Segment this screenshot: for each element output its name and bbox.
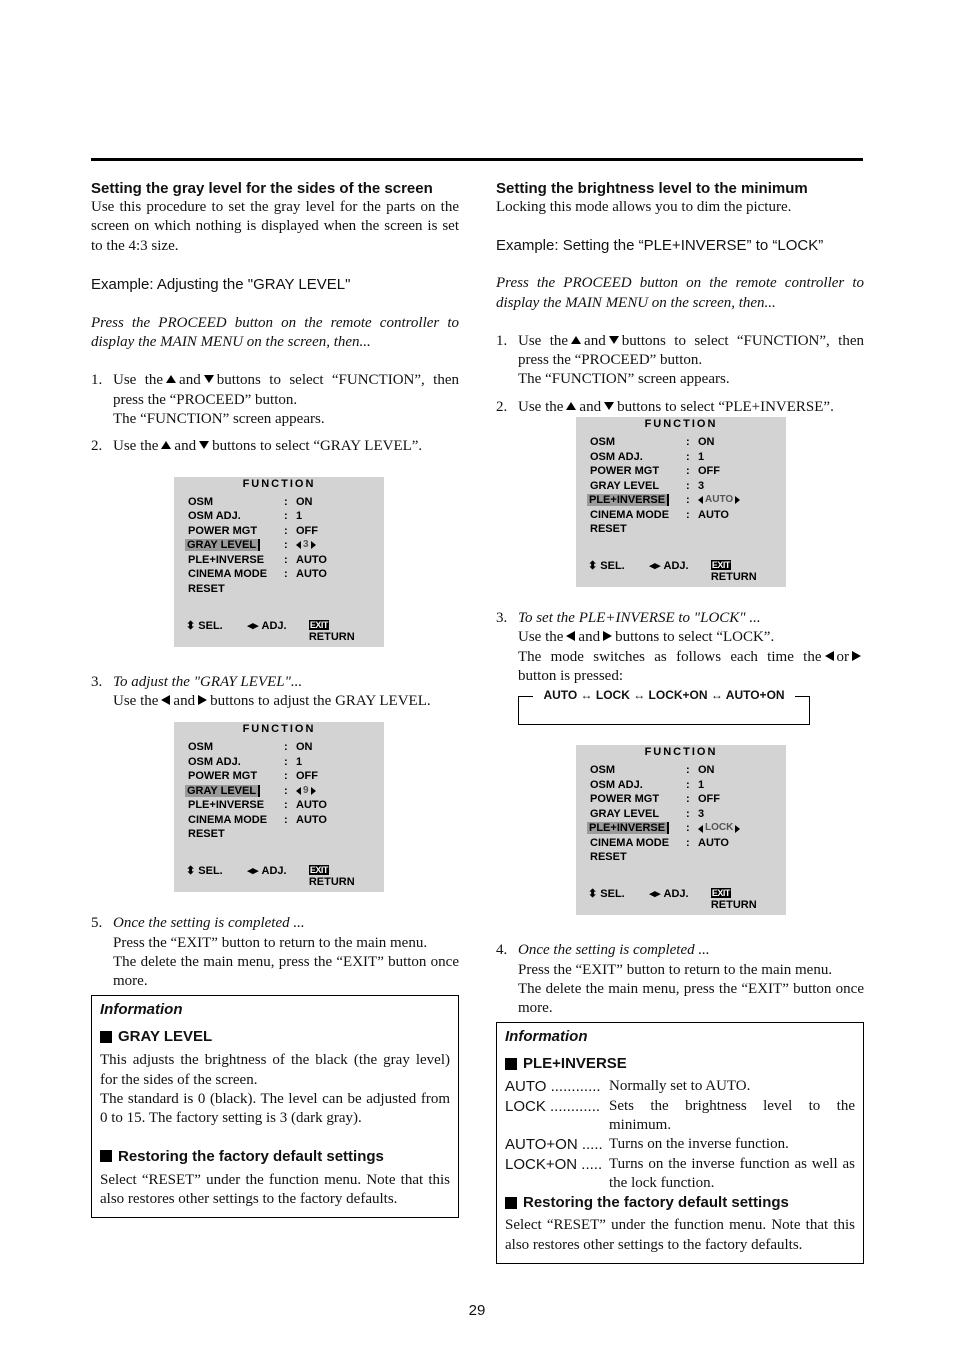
- up-arrow-icon: [566, 402, 576, 410]
- left-triangle-icon: [698, 496, 703, 504]
- left-triangle-icon: [296, 541, 301, 549]
- osd-menu-ple-auto: FUNCTION OSM : ON OSM ADJ. : 1 POWER MGT : OFF GRAY LEVEL : 3 PLE+INVERSE : AUTO CINEMA MODE : AUTO RESET ⬍ SEL. ◂▸ ADJ. EXITRETURN: [576, 417, 786, 587]
- left-arrow-icon: [161, 695, 170, 705]
- up-arrow-icon: [161, 441, 171, 449]
- osd-menu-gray-level-9: FUNCTION OSM : ON OSM ADJ. : 1 POWER MGT : OFF GRAY LEVEL : 9 PLE+INVERSE : AUTO CINEMA MODE : AUTO RESET ⬍ SEL. ◂▸ ADJ. EXITRETURN: [174, 722, 384, 892]
- square-bullet-icon: [100, 1031, 112, 1043]
- down-arrow-icon: [609, 336, 619, 344]
- right-information-box: Information PLE+INVERSE AUTO ............ Normally set to AUTO. LOCK ............ Sets the brightness level to the minimum. AUTO+ON ..... Turns on the inverse function. LOCK+ON ..... Turns on the inverse function as well as the lock function. Restoring the factory default settings Select “RESET” under the function menu. Note that this also restores other settings to the factory defaults.: [496, 1022, 864, 1263]
- left-triangle-icon: [296, 787, 301, 795]
- left-step-2: 2. Use the and buttons to select “GRAY LEVEL”.: [91, 438, 423, 455]
- right-example: Example: Setting the “PLE+INVERSE” to “LOCK”: [496, 237, 824, 255]
- square-bullet-icon: [505, 1197, 517, 1209]
- right-step-1: 1. Use the and buttons to select “FUNCTION”, then press the “PROCEED” button. The “FUNCTION” screen appears.: [496, 332, 864, 388]
- up-arrow-icon: [166, 375, 176, 383]
- mode-sequence-diagram: AUTO ↔ LOCK ↔ LOCK+ON ↔ AUTO+ON: [518, 696, 810, 725]
- left-intro: Use this procedure to set the gray level for the parts on the screen on which nothing is displayed when the screen is set to the 4:3 size.: [91, 199, 459, 254]
- square-bullet-icon: [100, 1150, 112, 1162]
- left-step-5: 5. Once the setting is completed ... Press the “EXIT” button to return to the main menu. The delete the main menu, press the “EXIT” button once more.: [91, 915, 459, 990]
- right-intro: Locking this mode allows you to dim the picture.: [496, 199, 792, 215]
- page-number: 29: [468, 1302, 486, 1319]
- right-arrow-icon: [198, 695, 207, 705]
- left-arrow-icon: [566, 631, 575, 641]
- right-triangle-icon: [311, 787, 316, 795]
- left-step-3: 3. To adjust the "GRAY LEVEL"... Use the and buttons to adjust the GRAY LEVEL.: [91, 673, 431, 709]
- right-triangle-icon: [735, 496, 740, 504]
- osd-menu-gray-level-3: FUNCTION OSM : ON OSM ADJ. : 1 POWER MGT : OFF GRAY LEVEL : 3 PLE+INVERSE : AUTO CINEMA MODE : AUTO RESET ⬍ SEL. ◂▸ ADJ. EXITRETURN: [174, 477, 384, 647]
- left-press: Press the PROCEED button on the remote controller to display the MAIN MENU on the screen, then...: [91, 314, 459, 351]
- left-heading: Setting the gray level for the sides of the screen: [91, 180, 433, 197]
- left-step-1: 1. Use the and buttons to select “FUNCTION”, then press the “PROCEED” button. The “FUNCTION” screen appears.: [91, 372, 459, 428]
- right-step-2: 2. Use the and buttons to select “PLE+INVERSE”.: [496, 398, 834, 415]
- square-bullet-icon: [505, 1058, 517, 1070]
- left-column: [91, 179, 459, 1218]
- right-arrow-icon: [603, 631, 612, 641]
- up-arrow-icon: [571, 336, 581, 344]
- right-heading: Setting the brightness level to the minimum: [496, 180, 808, 197]
- right-press: Press the PROCEED button on the remote controller to display the MAIN MENU on the screen, then...: [496, 275, 864, 311]
- top-rule: [91, 158, 863, 161]
- right-column: [496, 179, 864, 1264]
- right-step-3: 3. To set the PLE+INVERSE to "LOCK" ... Use the and buttons to select “LOCK”. The mode switches as follows each time the or button is pressed:: [496, 609, 864, 686]
- down-arrow-icon: [204, 375, 214, 383]
- left-example: Example: Adjusting the "GRAY LEVEL": [91, 275, 351, 293]
- osd-menu-ple-lock: FUNCTION OSM : ON OSM ADJ. : 1 POWER MGT : OFF GRAY LEVEL : 3 PLE+INVERSE : LOCK CINEMA MODE : AUTO RESET ⬍ SEL. ◂▸ ADJ. EXITRETURN: [576, 745, 786, 915]
- right-step-4: 4. Once the setting is completed ... Press the “EXIT” button to return to the main menu. The delete the main menu, press the “EXIT” button once more.: [496, 942, 864, 1017]
- left-arrow-icon: [825, 651, 834, 661]
- right-arrow-icon: [852, 651, 861, 661]
- left-triangle-icon: [698, 825, 703, 833]
- right-triangle-icon: [311, 541, 316, 549]
- down-arrow-icon: [199, 441, 209, 449]
- down-arrow-icon: [604, 402, 614, 410]
- left-information-box: Information GRAY LEVEL This adjusts the brightness of the black (the gray level) for the sides of the screen. The standard is 0 (black). The level can be adjusted from 0 to 15. The factory setting is 3 (dark gray). Restoring the factory default settings Select “RESET” under the function menu. Note that this also restores other settings to the factory defaults.: [91, 995, 459, 1218]
- right-triangle-icon: [735, 825, 740, 833]
